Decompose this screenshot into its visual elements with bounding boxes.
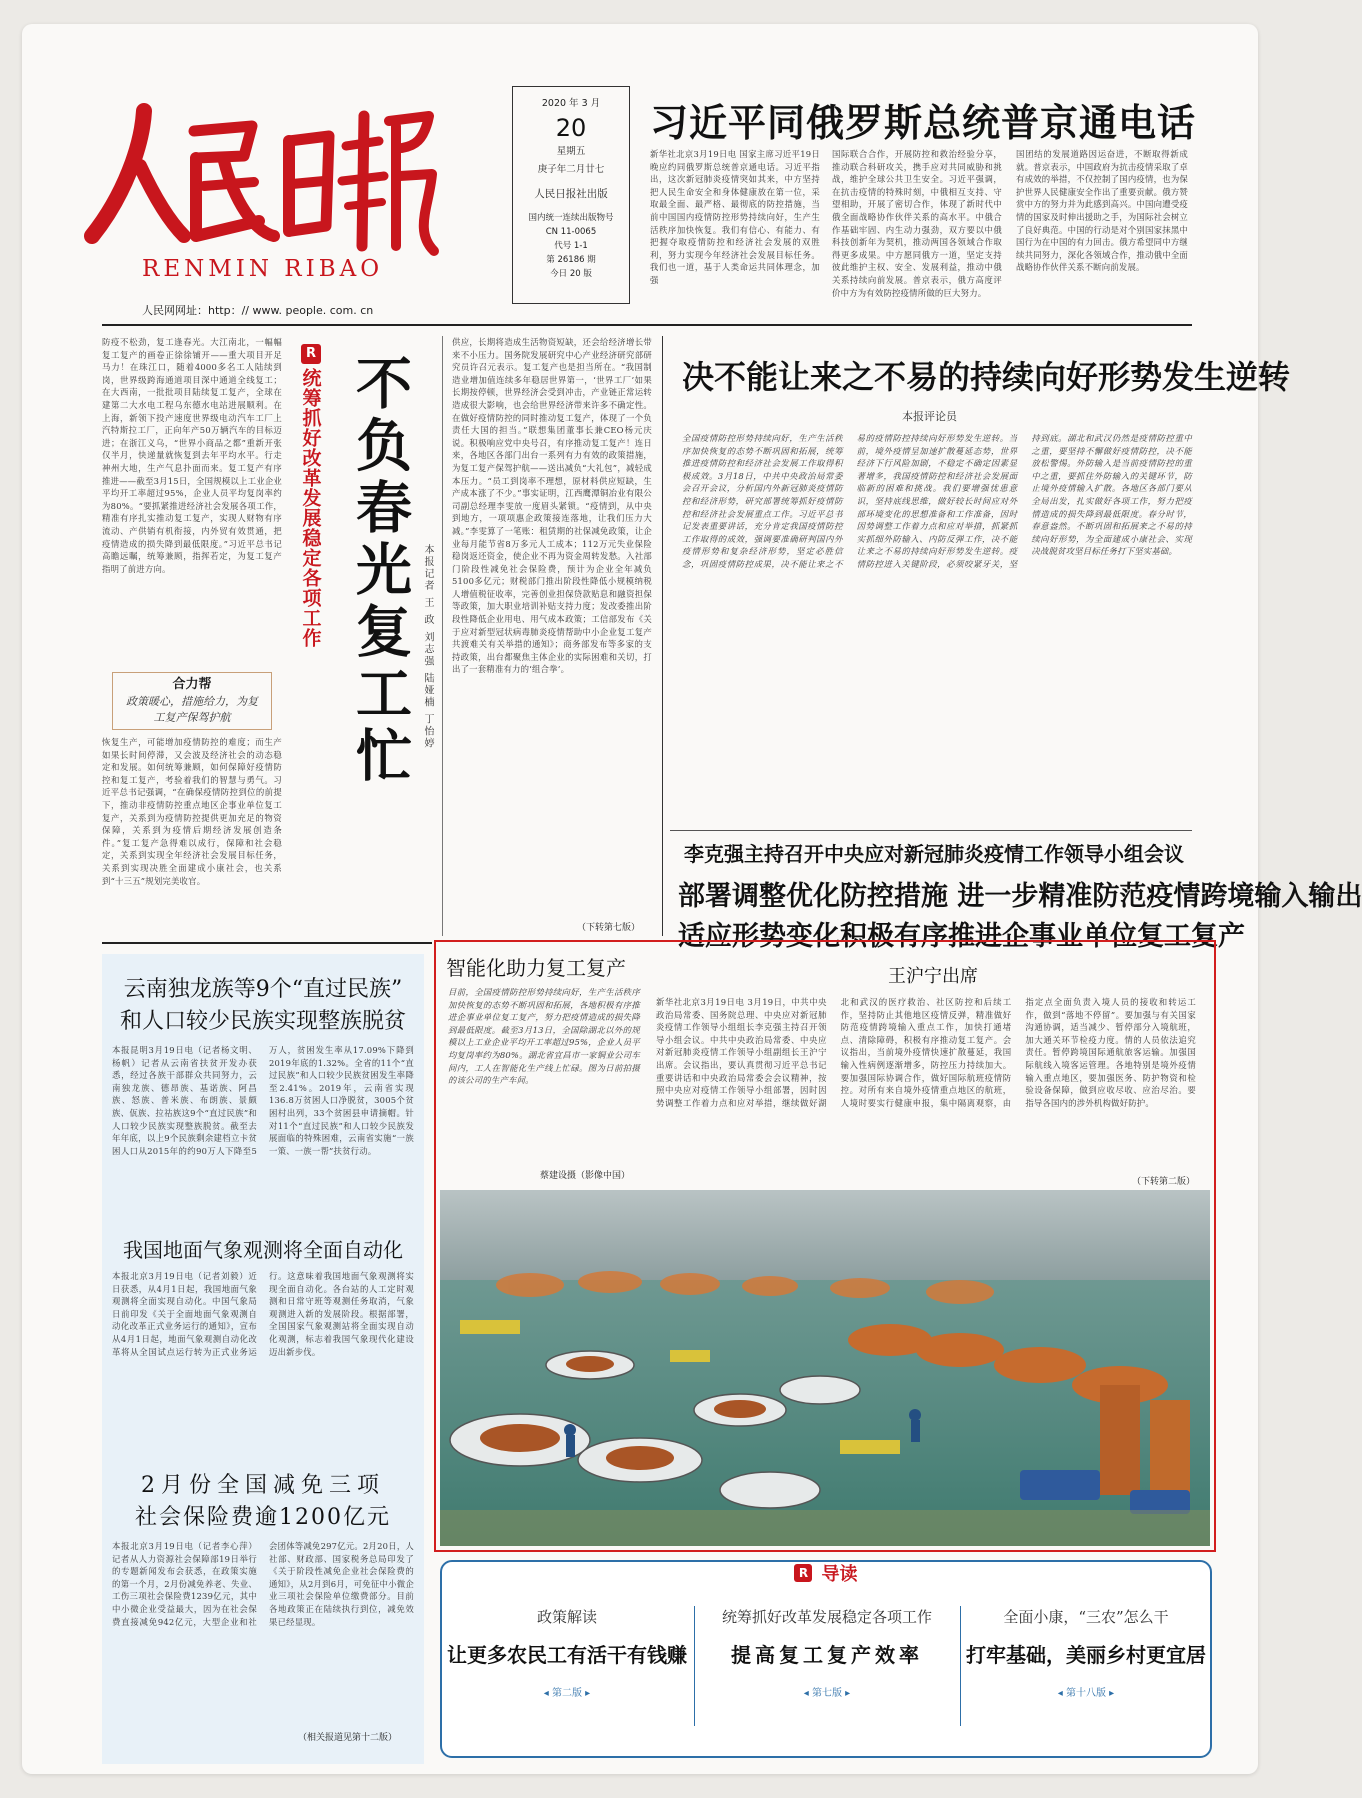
insurance-continued: （相关报道见第十二版） <box>298 1733 398 1743</box>
lower-rule <box>102 942 432 944</box>
editorial-body: 全国疫情防控形势持续向好，生产生活秩序加快恢复的态势不断巩固和拓展，统筹推进疫情防控和经济社会发展工作取得积极成效。3月18日，中共中央政治局常委会召开会议，分析国内外新冠肺炎疫情防控和经济形势，研究部署统筹抓好疫情防控和经济社会发展重点工作。习近平总书记发表重要讲话，充分肯定我国疫情防控工作取得的成效，强调要准确研判国内外疫情形势和复杂经济形势，坚定必胜信念，巩固疫情防控成果，决不能让来之不易的疫情防控持续向好形势发生逆转。当前，境外疫情呈加速扩散蔓延态势，世界经济下行风险加剧，不稳定不确定因素显著增多，我国疫情防控和经济社会发展面临新的困难和挑战。我们要增强忧患意识，坚持底线思维，做好较长时间应对外部环境变化的思想准备和工作准备，因时因势调整工作着力点和应对举措，抓紧抓实抓细外防输入、内防反弹工作，决不能让来之不易的持续向好形势发生逆转。疫情防控进入关键阶段，必须咬紧牙关，坚持到底。湖北和武汉仍然是疫情防控重中之重，要坚持不懈做好疫情防控，决不能放松警惕。外防输入是当前疫情防控的重中之重，要抓住外防输入的关键环节，防止境外疫情输入扩散。各地区各部门要从全局出发，扎实做好各项工作，努力把疫情造成的损失降到最低限度。春分时节，春意盎然。不断巩固和拓展来之不易的持续向好形势，为全面建成小康社会、实现决战脱贫攻坚目标任务打下坚实基础。 <box>682 433 1192 569</box>
section-divider <box>662 336 663 936</box>
meeting-body: 新华社北京3月19日电 3月19日，中共中央政治局常委、国务院总理、中央应对新冠肺炎疫情工作领导小组组长李克强主持召开领导小组会议。中共中央政治局常委、中央应对新冠肺炎疫情工作领导小组副组长王沪宁出席。会议指出，要认真贯彻习近平总书记重要讲话和中央政治局常委会会议精神，按照中央应对疫情工作领导小组部署，因时因势调整工作着力点和应对举措，继续做好湖北和武汉的医疗救治、社区防控和后续工作，坚持防止其他地区疫情反弹，精准做好防范疫情跨境输入重点工作，加快打通堵点、清除障碍，积极有序推动复工复产。会议指出，当前境外疫情快速扩散蔓延，我国输入性病例逐渐增多，防控压力持续加大。要加强国际协调合作，做好国际航班疫情防控。对所有来自境外疫情重点地区的航班，人境时要实行健康申报，集中隔离观察，由指定点全面负责入境人员的接收和转运工作，做到“落地不停留”。要加强与有关国家沟通协调，适当减少、暂停部分入境航班，加大通关环节检疫力度。情的人员依法追究责任。暂停跨境国际通航旅客运输。加强国际航线入境客运管理。各地特别是境外疫情输入重点地区，要加强医务、防护物资和检验设备保障，做到应收尽收、应治尽治。要指导各国内的涉外机构做好防护。 <box>656 997 1196 1108</box>
yunnan-headline-2: 和人口较少民族实现整族脱贫 <box>119 1009 406 1034</box>
left-news-column <box>102 954 424 1764</box>
spring-quote-box <box>112 672 272 730</box>
smart-photo-credit: 蔡建设摄（影像中国） <box>540 1171 631 1181</box>
meeting-subhead: 王沪宁出席 <box>888 966 978 987</box>
guide-item-1[interactable]: 政策解读 让更多农民工有活干有钱赚 ◂ 第二版 ▸ <box>447 1608 687 1699</box>
spring-quote-text: 政策暖心，措施给力，为复工复产保驾护航 <box>126 695 258 724</box>
smart-headline: 智能化助力复工复产 <box>446 956 626 980</box>
cn-number: CN 11-0065 <box>545 227 597 237</box>
masthead-rule <box>102 324 1192 326</box>
spring-headline: 不负春光复工忙 <box>347 354 413 788</box>
lead-col-3: 国团结的发展道路因运奋进，不断取得新成就。普京表示，中国政府为抗击疫情采取了卓有成效的举措，不仅控制了国内疫情，也为保护世界人民健康安全作出了重要贡献。俄方赞赏中方的努力并为此感到高兴。中国向遭受疫情的国家及时伸出援助之手，为国际社会树立了良好典范。中国的行动是对个别国家抹黑中国行为在中国的有力回击。俄方希望同中方继续共同努力，深化各领域合作，推动俄中全面战略协作伙伴关系不断向前发展。 <box>1016 149 1188 273</box>
serial-number-label: 国内统一连续出版物号 <box>528 213 614 223</box>
insurance-headline-2: 社会保险费逾1200亿元 <box>135 1505 391 1530</box>
insurance-body: 本报北京3月19日电（记者李心萍）记者从人力资源社会保障部19日举行的专题新闻发布会获悉，在政策实施的第一个月，2月份减免养老、失业、工伤三项社会保险费1239亿元，其中中小微企业受益最大，因为在社会保费直接减免942亿元，大型企业和社会团体等减免297亿元。2月20日，人社部、财政部、国家税务总局印发了《关于阶段性减免企业社会保险费的通知》，从2月到6月，可免征中小微企业三项社会保险单位缴费部分。目前各地政策正在陆续执行到位，减免效果已经显现。 <box>112 1541 414 1627</box>
date-day: 20 <box>555 114 587 142</box>
guide-item-2[interactable]: 统筹抓好改革发展稳定各项工作 提高复工复产效率 ◂ 第七版 ▸ <box>721 1608 932 1699</box>
guide-title: R 导读 <box>442 1560 1210 1586</box>
r-badge-icon: R <box>794 1564 812 1582</box>
spring-reporters: 本报记者 王 政 刘志强 陆娅楠 丁怡婷 <box>422 544 433 750</box>
factory-floor-photo <box>440 1190 1210 1546</box>
date-lunar: 庚子年二月廿七 <box>537 164 605 175</box>
lead-col-1: 新华社北京3月19日电 国家主席习近平19日晚应约同俄罗斯总统普京通电话。习近平指出，这次新冠肺炎疫情突如其来，中方坚持把人民生命安全和身体健康放在第一位，采取最全面、最严格、最彻底的防控措施，当前中国国内疫情防控形势持续向好，生产生活秩序加快恢复。我们有信心、有能力、有把握夺取疫情防控和经济社会发展的双胜利，努力实现今年经济社会发展目标任务。我们也一道，基于人类命运共同体理念，加强 <box>650 149 820 285</box>
insurance-headline-1: 2月份全国减免三项 <box>141 1473 385 1498</box>
lead-headline: 习近平同俄罗斯总统普京通电话 <box>650 100 1197 145</box>
guide-box <box>440 1560 1212 1758</box>
spring-quote-title: 合力帮 <box>166 673 217 692</box>
site-url: 人民网网址：http：// www. people. com. cn <box>142 304 374 317</box>
masthead-pinyin: RENMIN RIBAO <box>142 256 384 282</box>
spring-col-1b: 恢复生产，可能增加疫情防控的难度；而生产如果长时间停滞，又会波及经济社会的动态稳定和发展。如何统筹兼顾，如何保障好疫情防控和复工复产，考验着我们的智慧与勇气。习近平总书记强调，“在确保疫情防控到位的前提下，推动非疫情防控重点地区企事业单位复工复产，关系到为疫情防控提供更加充足的物资保障，关系到为疫情后期经济发展创造条件。”复工复产急得难以成行，保障和社会稳定，关系到实现全年经济社会发展目标任务，关系到实现决胜全面建成小康社会，也关系到“十三五”规划完美收官。 <box>102 737 282 886</box>
guide-item-3[interactable]: 全面小康，“三农”怎么干 打牢基础，美丽乡村更宜居 ◂ 第十八版 ▸ <box>966 1608 1206 1699</box>
postal-code: 代号 1-1 <box>554 241 588 251</box>
date-year-month: 2020 年 3 月 <box>541 98 601 109</box>
column-divider <box>442 336 443 936</box>
meeting-headline-1: 部署调整优化防控措施 进一步精准防范疫情跨境输入输出 <box>678 881 1362 912</box>
meeting-kicker: 李克强主持召开中央应对新冠肺炎疫情工作领导小组会议 <box>684 842 1184 866</box>
spring-series-label: 统筹抓好改革发展稳定各项工作 <box>299 368 322 648</box>
yunnan-headline-1: 云南独龙族等9个“直过民族” <box>123 977 403 1002</box>
editorial-byline: 本报评论员 <box>902 410 957 423</box>
spring-col-2: 供应，长期将造成生活物资短缺，还会给经济增长带来不小压力。国务院发展研究中心产业经济研究部研究员许召元表示。复工复产也是担当所在。“我国制造业增加值连续多年稳居世界第一，‘世界工厂’如果长期按停顿，世界经济会受到冲击，产业链正常运转造成很大影响，也会给世界经济带来许多不确定性。在做好疫情防控的同时推动复工复产，体现了一个负责任大国的担当。”联想集团董事长兼CEO杨元庆说。积极响应党中央号召，有序推动复工复产！连日来，各地区各部门出台一系列有力有效的政策措施，为复工复产保驾护航——送出减负“大礼包”，减轻成本压力。“员工到岗率不理想，原材料供应短缺，生产成本涨了不少。”事实证明，江西鹰潭铜冶业有限公司副总经理李雯放一度眉头紧锁。“疫情到，从中央到地方，一项项惠企政策接连落地，让我们压力大减。”李雯算了一笔账：租赁期的社保减免政策，让企业每月能节省8万多元人工成本；112万元失业保险稳岗返还资金，使企业不再为资金周转发愁。入社部门阶段性减免社会保险费，预计为企业全年减负5100多亿元；财税部门推出阶段性降低小规模纳税人增值税征收率，完善创业担保贷款贴息和融资担保等政策，加大职业培训补贴支持力度；发改委推出阶段性降低企业用电、用气成本政策；工信部发布《关于应对新型冠状病毒肺炎疫情帮助中小企业复工复产共渡难关有关举措的通知》；商务部发布等多家的支持政策，出台都聚焦主体企业的实际困难和关切，打出了一套精准有力的‘组合拳’。 <box>452 337 652 675</box>
issue-number: 第 26186 期 <box>546 255 596 265</box>
meeting-continued: （下转第二版） <box>1132 1177 1196 1187</box>
date-box <box>512 86 630 304</box>
masthead-calligraphy-logo <box>84 86 444 266</box>
spring-continued: （下转第七版） <box>577 923 641 933</box>
editorial-headline: 决不能让来之不易的持续向好形势发生逆转 <box>682 358 1291 396</box>
spring-col-1a: 防疫不松劲，复工逢春光。大江南北，一幅幅复工复产的画卷正徐徐铺开——重大项目开足马力！在珠江口，随着4000多名工人陆续到岗，世界级跨海通道项目深中通道全线复工；在大西南，一批批项目陆续复工复产，全球在建第二大水电工程乌东德水电站进展顺利。在上海，新领下投产速度世界级电动汽车工厂上汽特斯拉工厂，正向年产50万辆汽车的目标迈进；在浙江义乌，“世界小商品之都”重新开张仅半月，快递量就恢复到去年平均水平。行走神州大地，生产气息扑面而来。复工复产有序推进——截至3月15日，全国规模以上工业企业平均开工率超过95%，企业人员平均复岗率约为80%。“要抓紧推进经济社会发展各项工作，精准有序扎实推动复工复产，实现人财物有序流动、产供销有机衔接，内外贸有效贯通，把疫情造成的损失降到最低限度。”习近平总书记高瞻远瞩，统筹兼顾，指挥若定，为复工复产指明了前进方向。 <box>102 337 282 574</box>
page-count: 今日 20 版 <box>550 269 592 279</box>
smart-caption: 目前，全国疫情防控形势持续向好，生产生活秩序加快恢复的态势不断巩固和拓展，各地积极有序推进企事业单位复工复产，努力把疫情造成的损失降到最低限度。截至3月13日，全国除湖北以外的规模以上工业企业平均开工率超过95%，企业人员平均复岗率约为80%。湖北省宜昌市一家铜业公司车间内，工人在智能化生产线上忙碌。图为日前拍摄的该公司的生产车间。 <box>448 987 640 1086</box>
meeting-headline-2: 适应形势变化积极有序推进企事业单位复工复产 <box>678 921 1245 952</box>
weather-body: 本报北京3月19日电（记者刘毅）近日获悉，从4月1日起，我国地面气象观测将全面实现自动化。中国气象局日前印发《关于全面地面气象观测自动化改革正式业务运行的通知》，宣布从4月1日起，地面气象观测自动化改革将从全国试点运行转为正式业务运行。这意味着我国地面气象观测将实现全面自动化。各台站的人工定时观测和日常守班等观测任务取消，气象观测进入新的发展阶段。根据部署，全国国家气象观测站将全面实现自动化观测，标志着我国气象现代化建设迈出新步伐。 <box>112 1271 414 1357</box>
r-badge-icon: R <box>301 344 321 364</box>
guide-divider <box>694 1606 695 1726</box>
lead-col-2: 国际联合合作，开展防控和救治经验分享，推动联合科研攻关，携手应对共同威胁和挑战，维护全球公共卫生安全。习近平强调，在抗击疫情的特殊时刻，中俄相互支持、守望相助，开展了密切合作，体现了新时代中俄全面战略协作伙伴关系的高水平。中俄合作基础牢固、内生动力强劲，双方要以中俄科技创新年为契机，推动两国各领域合作取得更多成果。中方愿同俄方一道，坚定支持彼此维护主权、安全、发展利益，推动中俄关系持续向前发展。普京表示，俄方高度评价中方为有效防控疫情所做的巨大努力。 <box>832 149 1002 298</box>
newspaper-page <box>22 24 1362 1774</box>
weather-headline: 我国地面气象观测将全面自动化 <box>123 1238 403 1262</box>
spring-series <box>296 342 326 648</box>
yunnan-body: 本报昆明3月19日电（记者杨文明、杨帆）记者从云南省扶贫开发办获悉，经过各族干部群众共同努力，云南独龙族、德昂族、基诺族、阿昌族、怒族、普米族、布朗族、景颇族、佤族、拉祜族这9个“直过民族”和人口较少民族实现整族脱贫。截至去年年底，以上9个民族剩余建档立卡贫困人口从2015年的约90万人下降至5万人，贫困发生率从17.09%下降到2019年底的1.32%。全省的11个“直过民族”和人口较少民族贫困发生率降至2.41%。2019年，云南省实现136.8万贫困人口净脱贫，3005个贫困村出列，33个贫困县申请摘帽。针对11个“直过民族”和人口较少民族发展面临的特殊困难，云南省实施“一族一策、一族一帮”扶贫行动。 <box>112 1045 414 1156</box>
guide-divider <box>960 1606 961 1726</box>
publisher: 人民日报社出版 <box>534 188 608 200</box>
editorial-rule <box>670 830 1192 831</box>
date-weekday: 星期五 <box>556 146 586 157</box>
